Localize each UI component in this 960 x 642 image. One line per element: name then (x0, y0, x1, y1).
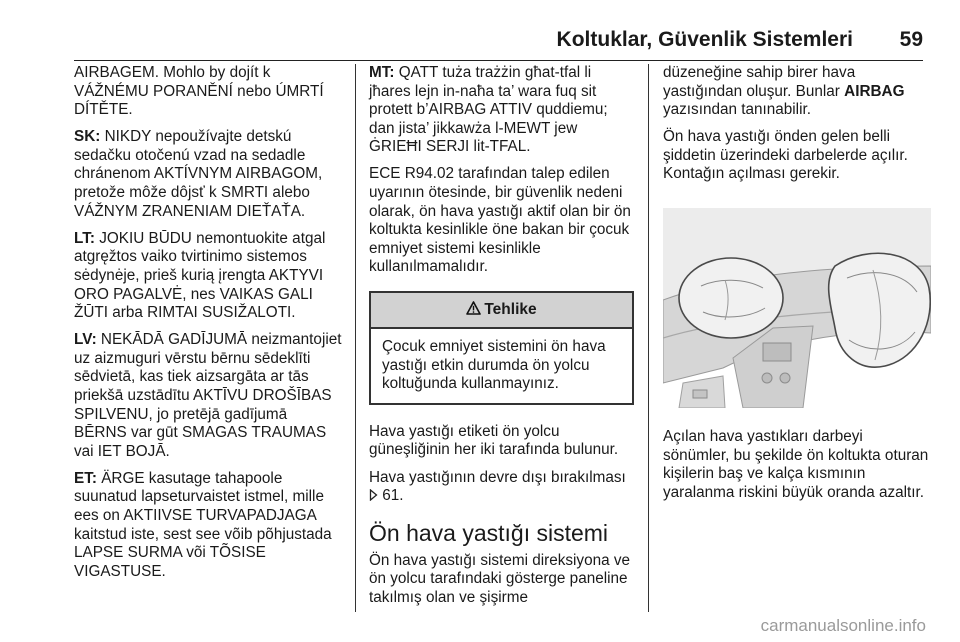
airbag-label-text: AIRBAG (844, 82, 905, 100)
column-2 (369, 64, 634, 616)
paragraph (74, 64, 344, 120)
lang-code: LT: (74, 229, 95, 247)
watermark: carmanualsonline.info (760, 616, 926, 635)
paragraph (369, 64, 634, 157)
page-header (74, 22, 923, 61)
paragraph-text: düzeneğine sahip birer hava yastığından oluşur. Bunlar (663, 64, 856, 100)
paragraph (74, 331, 344, 461)
paragraph-text: NEKĀDĀ GADĪJUMĀ neizmantojiet uz aizmuguri vērstu bērnu sēdeklīti sēdvietā, kas tiek aizsargāta ar tās priekšā uzstādītu AKTĪVU DROŠĪBAS SPILVENU, jo pretējā gadījumā BĒRNS var gūt SMAGAS TRAUMAS vai IET BOJĀ. (74, 331, 342, 460)
column-divider (648, 64, 649, 612)
paragraph (663, 64, 933, 120)
section-title: Koltuklar, Güvenlik Sistemleri (556, 28, 853, 51)
lang-code: LV: (74, 331, 97, 349)
lang-code: SK: (74, 128, 101, 146)
paragraph (74, 230, 344, 323)
paragraph: Hava yastığı etiketi ön yolcu güneşliğinin her iki tarafında bulunur. (369, 422, 619, 459)
column-1 (74, 64, 344, 590)
paragraph-text: yazısından tanınabilir. (663, 101, 811, 119)
column-3 (663, 64, 933, 511)
paragraph-text: QATT tuża trażżin għat-tfal li jħares lejn in-naħa ta’ wara fuq sit protett b’AIRBAG ATTIV quddiemu; dan jista’ jikkawża l-MEWT jew ĠRIEĦI SERJI lit-TFAL. (369, 64, 608, 156)
warning-header (371, 293, 632, 329)
paragraph-text: ÄRGE kasutage tahapoole suunatud lapseturvaistet istmel, mille ees on AKTIIVSE TURVAPADJAGA kaitstud iste, sest see võib põhjustada LAPSE SURMA või TÕSISE VIGASTUSE. (74, 469, 332, 580)
paragraph (369, 469, 634, 506)
paragraph (74, 470, 344, 582)
paragraph: Açılan hava yastıkları darbeyi sönümler, bu şekilde ön koltukta oturan kişilerin baş ve kalça kısmının yaralanma riskini büyük oranda azaltır. (663, 428, 929, 501)
paragraph-text: AIRBAGEM. Mohlo by dojít k VÁŽNÉMU PORANĚNÍ nebo ÚMRTÍ DÍTĚTE. (74, 64, 324, 119)
page-ref[interactable]: 61. (382, 487, 404, 505)
paragraph-text: Hava yastığının devre dışı bırakılması (369, 468, 626, 486)
page-number: 59 (899, 28, 923, 51)
paragraph: Ön hava yastığı sistemi direksiyona ve ön yolcu tarafındaki gösterge paneline takılmış olan ve şişirme (369, 551, 631, 606)
paragraph-text: NIKDY nepoužívajte detskú sedačku otočenú vzad na sedadle chránenom AKTÍVNYM AIRBAGOM, pretože môže dôjsť k SMRTI alebo VÁŽNYM ZRANENIAM DIEŤAŤA. (74, 128, 323, 220)
warning-text: Çocuk emniyet sistemini ön hava yastığı etkin durumda ön yolcu koltuğunda kullanmayınız. (382, 338, 606, 393)
lang-code: ET: (74, 469, 97, 487)
warning-box (369, 291, 634, 405)
page-ref-arrow-icon (369, 487, 382, 504)
warning-title: Tehlike (484, 301, 537, 319)
paragraph: Ön hava yastığı önden gelen belli şiddetin üzerindeki darbelerde açılır. Kontağın açılması gerekir. (663, 128, 908, 183)
section-heading: Ön hava yastığı sistemi (369, 519, 609, 546)
front-airbag-illustration (663, 208, 931, 408)
lang-code: MT: (369, 64, 395, 81)
warning-triangle-icon (466, 293, 481, 327)
paragraph-text: JOKIU BŪDU nemontuokite atgal atgręžtos vaiko tvirtinimo sistemos sėdynėje, prieš kurią įrengta AKTYVI ORO PAGALVĖ, nes VAIKAS GALI ŽŪTI arba RIMTAI SUSIŽALOTI. (74, 229, 326, 322)
column-divider (355, 64, 356, 612)
paragraph: ECE R94.02 tarafından talep edilen uyarının ötesinde, bir güvenlik nedeni olarak, ön hava yastığı aktif olan bir ön koltukta kesinlikle öne bakan bir çocuk emniyet sistemi kesinlikle kullanılmamalıdır. (369, 165, 631, 276)
paragraph (74, 128, 344, 221)
